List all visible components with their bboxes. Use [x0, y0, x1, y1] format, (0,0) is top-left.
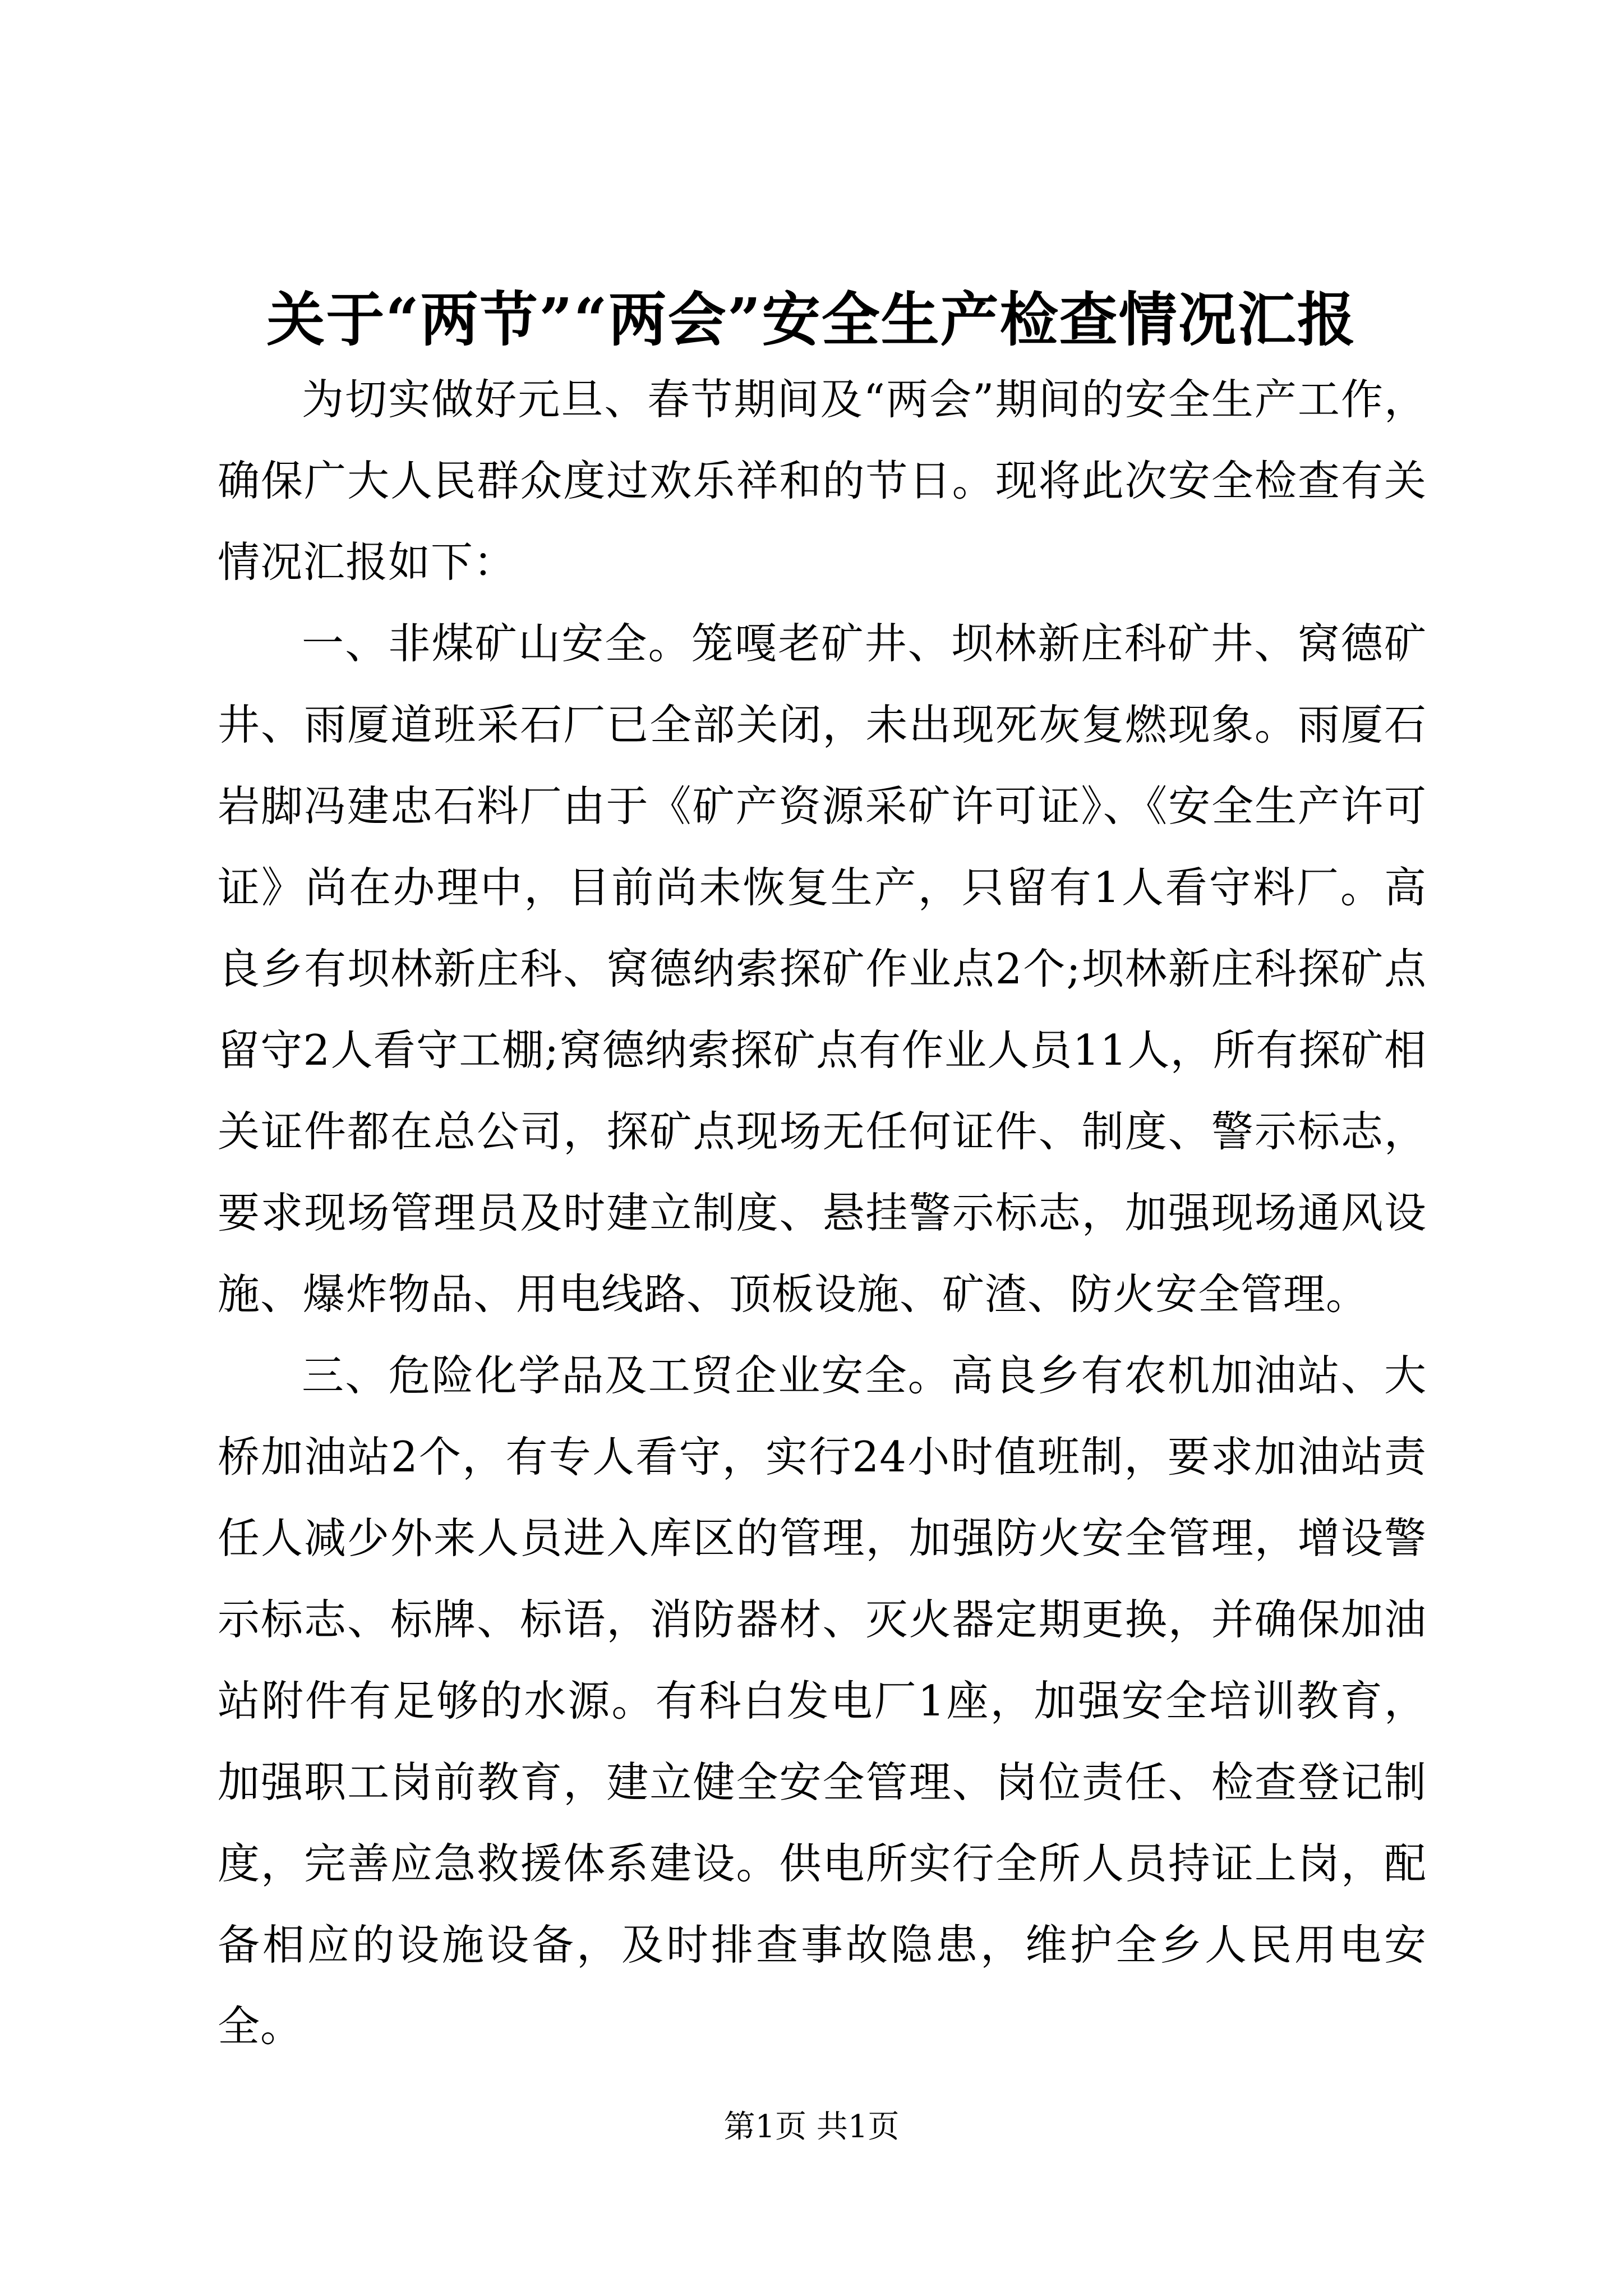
paragraph-non-coal-mine-safety: 一、非煤矿山安全。笼嘎老矿井、坝林新庄科矿井、窝德矿井、雨厦道班采石厂已全部关闭，未出现死灰复燃现象。雨厦石岩脚冯建忠石料厂由于《矿产资源采矿许可证》、《安全生产许可证》尚在办理中，目前尚未恢复生产，只留有1人看守料厂。高良乡有坝林新庄科、窝德纳索探矿作业点2个;坝林新庄科探矿点留守2人看守工棚;窝德纳索探矿点有作业人员11人，所有探矿相关证件都在总公司，探矿点现场无任何证件、制度、警示标志，要求现场管理员及时建立制度、悬挂警示标志，加强现场通风设施、爆炸物品、用电线路、顶板设施、矿渣、防火安全管理。 — [218, 619, 1427, 1319]
document-body — [218, 359, 1427, 2067]
document-title: 关于“两节”“两会”安全生产检查情况汇报 — [266, 285, 1357, 354]
paragraph-intro: 为切实做好元旦、春节期间及“两会”期间的安全生产工作，确保广大人民群众度过欢乐祥和的节日。现将此次安全检查有关情况汇报如下： — [218, 375, 1427, 587]
paragraph-hazardous-chemicals-safety: 三、危险化学品及工贸企业安全。高良乡有农机加油站、大桥加油站2个，有专人看守，实行24小时值班制，要求加油站责任人减少外来人员进入库区的管理，加强防火安全管理，增设警示标志、标牌、标语，消防器材、灭火器定期更换，并确保加油站附件有足够的水源。有科白发电厂1座，加强安全培训教育，加强职工岗前教育，建立健全安全管理、岗位责任、检查登记制度，完善应急救援体系建设。供电所实行全所人员持证上岗，配备相应的设施设备，及时排查事故隐患，维护全乡人民用电安全。 — [218, 1351, 1427, 2051]
page-number-footer: 第1页 共1页 — [723, 2109, 900, 2145]
